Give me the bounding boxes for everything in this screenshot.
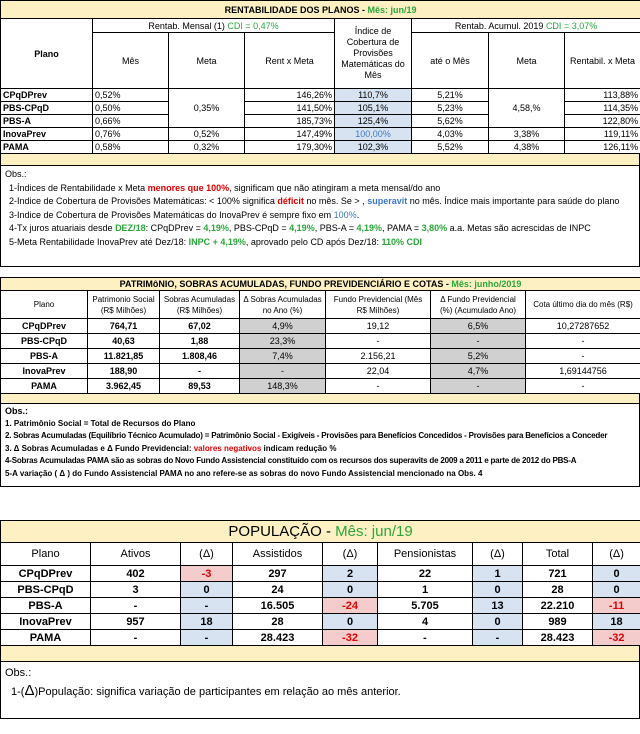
- cell-meta2: 3,38%: [489, 128, 565, 141]
- cell-delta-ativos: -: [181, 630, 233, 646]
- obs-note-2: 2. Sobras Acumuladas (Equilíbrio Técnico Acumulado) = Patrimônio Social - Exigíveis - Provisões para Benefícios Concedidos - Provisões para Benefícios a Conceder: [5, 431, 608, 440]
- table-row: [1, 598, 640, 614]
- title-text: RENTABILIDADE DOS PLANOS -: [224, 4, 368, 15]
- header-ativos: Ativos: [91, 543, 181, 566]
- cell-plano: PBS-A: [1, 349, 88, 364]
- cell-pensionistas: 22: [378, 566, 473, 582]
- cell-plano: CPqDPrev: [1, 89, 93, 102]
- cell-rent-meta: 179,30%: [245, 141, 335, 154]
- cell-assistidos: 28: [233, 614, 323, 630]
- table-row: [1, 319, 640, 334]
- table-row: [1, 379, 640, 394]
- cell-delta-ativos: -: [181, 598, 233, 614]
- obs-title: Obs.:: [5, 667, 32, 679]
- cell-indice: 102,3%: [335, 141, 412, 154]
- header-delta-fundo: Δ Fundo Previdencial (%) (Acumulado Ano): [431, 291, 526, 319]
- cell-delta-pensionistas: 1: [473, 566, 523, 582]
- cell-ate-mes: 5,62%: [412, 115, 489, 128]
- cell-ativos: 402: [91, 566, 181, 582]
- header-rentabil-meta: Rentabil. x Meta: [565, 33, 640, 89]
- table-row: [1, 141, 640, 154]
- header-rentab-mensal: [93, 19, 335, 33]
- note-text: no mês. Índice mais importante para saúde do plano: [407, 196, 620, 206]
- obs-note-1: 1. Patrimônio Social = Total de Recursos do Plano: [5, 418, 196, 428]
- note-text: .: [356, 209, 360, 220]
- obs-note-2: [5, 195, 635, 209]
- note-highlight: déficit: [277, 196, 304, 206]
- obs-note-5: 5-A variação ( Δ ) do Fundo Assistencial PAMA no ano refere-se as sobras do novo Fundo Assistencial mencionado na Obs. 4: [5, 468, 483, 478]
- cell-ativos: 957: [91, 614, 181, 630]
- cell-plano: PBS-A: [1, 115, 93, 128]
- cell-assistidos: 24: [233, 582, 323, 598]
- header-plano: Plano: [1, 543, 91, 566]
- title-month: Mês: jun/19: [367, 4, 417, 15]
- note-text: , PBS-A =: [314, 223, 357, 233]
- cell-total: 22.210: [523, 598, 593, 614]
- cell-pensionistas: 5.705: [378, 598, 473, 614]
- title-month: Mês: jun/19: [335, 523, 413, 540]
- cell-plano: PBS-A: [1, 598, 91, 614]
- cell-delta-total: 0: [593, 582, 640, 598]
- cell-cota: 1,69144756: [526, 364, 640, 379]
- cell-total: 28: [523, 582, 593, 598]
- cell-delta-fundo: 6,5%: [431, 319, 526, 334]
- cell-meta: 0,52%: [169, 128, 245, 141]
- note-text: 2-Indice de Cobertura de Provisões Matemáticas: < 100% significa: [9, 196, 278, 206]
- table-row: [1, 364, 640, 379]
- note-text: indicam redução %: [261, 443, 337, 453]
- cell-total: 721: [523, 566, 593, 582]
- cell-patrimonio: 3.962,45: [88, 379, 160, 394]
- header-mes: Mês: [93, 33, 169, 89]
- header-rent-meta: Rent x Meta: [245, 33, 335, 89]
- header-indice-label: Índice de Cobertura de Provisões Matemáticas do Mês: [341, 26, 405, 80]
- header-delta-sobras: Δ Sobras Acumuladas no Ano (%): [240, 291, 326, 319]
- table-row: [1, 630, 640, 646]
- cell-mes: 0,52%: [93, 89, 169, 102]
- obs-title: Obs.:: [5, 169, 27, 179]
- patrimonio-section: [0, 277, 640, 487]
- obs-note-5: [5, 236, 635, 250]
- note-highlight: 4,19%: [289, 223, 315, 233]
- populacao-obs: [0, 662, 640, 719]
- cell-plano: PAMA: [1, 630, 91, 646]
- header-meta2: Meta: [489, 33, 565, 89]
- cell-fundo: 2.156,21: [326, 349, 431, 364]
- header-assistidos: Assistidos: [233, 543, 323, 566]
- cell-cota: -: [526, 379, 640, 394]
- separator-bar: [0, 394, 640, 404]
- cell-rentabil: 114,35%: [565, 102, 640, 115]
- cell-mes: 0,58%: [93, 141, 169, 154]
- table-row: [1, 334, 640, 349]
- note-text: )População: significa variação de participantes em relação ao mês anterior.: [34, 686, 401, 698]
- note-text: 4-Tx juros atuariais desde: [9, 223, 116, 233]
- cell-pensionistas: -: [378, 630, 473, 646]
- cell-delta-sobras: 148,3%: [240, 379, 326, 394]
- header-rentab-mensal-label: Rentab. Mensal (1): [148, 20, 228, 31]
- cell-pensionistas: 1: [378, 582, 473, 598]
- cell-plano: InovaPrev: [1, 364, 88, 379]
- note-highlight: 110% CDI: [381, 236, 423, 247]
- cell-delta-fundo: 5,2%: [431, 349, 526, 364]
- cell-total: 989: [523, 614, 593, 630]
- cell-plano: PAMA: [1, 141, 93, 154]
- note-text: 3-Indice de Cobertura de Provisões Matemáticas do InovaPrev é sempre fixo em: [9, 209, 334, 220]
- header-pensionistas: Pensionistas: [378, 543, 473, 566]
- cell-meta2-shared: 4,58,%: [489, 89, 565, 128]
- populacao-title: [1, 521, 640, 543]
- cell-sobras: 89,53: [160, 379, 240, 394]
- cell-sobras: 1.808,46: [160, 349, 240, 364]
- header-sobras: Sobras Acumuladas (R$ Milhões): [160, 291, 240, 319]
- cell-ate-mes: 4,03%: [412, 128, 489, 141]
- header-delta: (Δ): [181, 543, 233, 566]
- cell-cota: -: [526, 349, 640, 364]
- note-text: no mês. Se > ,: [303, 196, 368, 206]
- cell-delta-sobras: 4,9%: [240, 319, 326, 334]
- cell-ativos: -: [91, 598, 181, 614]
- separator-bar: [0, 646, 640, 662]
- header-indice-cobertura: [335, 19, 412, 89]
- populacao-section: [0, 520, 640, 719]
- cell-delta-fundo: -: [431, 334, 526, 349]
- cell-delta-ativos: 18: [181, 614, 233, 630]
- table-row: [1, 566, 640, 582]
- cell-meta2: 4,38%: [489, 141, 565, 154]
- cell-ate-mes: 5,52%: [412, 141, 489, 154]
- cell-rent-meta: 185,73%: [245, 115, 335, 128]
- cell-delta-ativos: 0: [181, 582, 233, 598]
- rentabilidade-table: [0, 0, 640, 154]
- obs-note-1: [5, 682, 635, 701]
- note-highlight: menores que 100%: [147, 182, 230, 193]
- cell-indice: 125,4%: [335, 115, 412, 128]
- cell-sobras: 67,02: [160, 319, 240, 334]
- cell-delta-total: -32: [593, 630, 640, 646]
- cell-meta-shared: 0,35%: [169, 89, 245, 128]
- cell-delta-sobras: 23,3%: [240, 334, 326, 349]
- cell-plano: PAMA: [1, 379, 88, 394]
- table-row: [1, 128, 640, 141]
- rentabilidade-title: [1, 1, 640, 19]
- cell-ativos: 3: [91, 582, 181, 598]
- cell-patrimonio: 11.821,85: [88, 349, 160, 364]
- note-text: 3. Δ Sobras Acumuladas e Δ Fundo Previdencial:: [5, 443, 194, 453]
- cell-delta-fundo: -: [431, 379, 526, 394]
- delta-symbol: Δ: [24, 682, 35, 699]
- header-delta: (Δ): [473, 543, 523, 566]
- header-cdi-mensal: CDI = 0,47%: [227, 20, 279, 31]
- cell-patrimonio: 40,63: [88, 334, 160, 349]
- cell-fundo: 22,04: [326, 364, 431, 379]
- patrimonio-obs: [0, 404, 640, 487]
- header-rentab-acum-label: Rentab. Acumul. 2019: [454, 20, 546, 31]
- cell-total: 28.423: [523, 630, 593, 646]
- obs-note-4: 4-Sobras Acumuladas PAMA são as sobras do Novo Fundo Assistencial constituído com os recursos dos superavits de 2009 a 2011 e parte de 2012 do PBS-A: [5, 456, 577, 465]
- header-patrimonio: Patrimonio Social (R$ Milhões): [88, 291, 160, 319]
- header-meta: Meta: [169, 33, 245, 89]
- cell-cota: 10,27287652: [526, 319, 640, 334]
- title-text: PATRIMôNIO, SOBRAS ACUMULADAS, FUNDO PREVIDENCIÁRIO E COTAS -: [119, 279, 452, 289]
- cell-fundo: 19,12: [326, 319, 431, 334]
- cell-rentabil: 113,88%: [565, 89, 640, 102]
- cell-pensionistas: 4: [378, 614, 473, 630]
- patrimonio-table: [0, 277, 640, 394]
- note-text: , aprovado pelo CD após Dez/18:: [245, 236, 382, 247]
- header-rentab-acum: [412, 19, 640, 33]
- note-text: 5-Meta Rentabilidade InovaPrev até Dez/18:: [9, 236, 189, 247]
- header-ate-mes: até o Mês: [412, 33, 489, 89]
- header-cota: Cota último dia do mês (R$): [526, 291, 640, 319]
- populacao-table: [0, 520, 640, 646]
- header-total: Total: [523, 543, 593, 566]
- cell-plano: InovaPrev: [1, 128, 93, 141]
- cell-meta: 0,32%: [169, 141, 245, 154]
- cell-ate-mes: 5,21%: [412, 89, 489, 102]
- note-highlight: superavit: [367, 196, 408, 206]
- header-fundo: Fundo Previdencial (Mês R$ Milhões): [326, 291, 431, 319]
- cell-assistidos: 16.505: [233, 598, 323, 614]
- table-row: [1, 582, 640, 598]
- cell-plano: InovaPrev: [1, 614, 91, 630]
- title-text: POPULAÇÃO -: [228, 523, 336, 540]
- obs-note-3: [5, 443, 635, 456]
- cell-delta-total: 18: [593, 614, 640, 630]
- header-plano: Plano: [1, 19, 93, 89]
- note-text: : CPqDPrev =: [145, 223, 204, 233]
- cell-plano: PBS-CPqD: [1, 582, 91, 598]
- note-text: , significam que não atingiram a meta mensal/do ano: [229, 182, 441, 193]
- cell-delta-pensionistas: 0: [473, 582, 523, 598]
- cell-indice: 105,1%: [335, 102, 412, 115]
- note-text: a.a. Metas são acrescidas de INPC: [447, 223, 591, 233]
- note-text: , PAMA =: [382, 223, 422, 233]
- cell-assistidos: 28.423: [233, 630, 323, 646]
- cell-sobras: -: [160, 364, 240, 379]
- cell-fundo: -: [326, 379, 431, 394]
- cell-mes: 0,76%: [93, 128, 169, 141]
- obs-title: Obs.:: [5, 406, 29, 416]
- header-delta: (Δ): [323, 543, 378, 566]
- separator-bar: [0, 154, 640, 166]
- cell-delta-pensionistas: 13: [473, 598, 523, 614]
- table-row: [1, 349, 640, 364]
- cell-delta-assistidos: -32: [323, 630, 378, 646]
- header-cdi-acum: CDI = 3,07%: [545, 20, 598, 31]
- cell-rent-meta: 146,26%: [245, 89, 335, 102]
- cell-plano: CPqDPrev: [1, 566, 91, 582]
- cell-cota: -: [526, 334, 640, 349]
- header-plano: Plano: [1, 291, 88, 319]
- cell-patrimonio: 764,71: [88, 319, 160, 334]
- patrimonio-title: [1, 278, 640, 291]
- cell-rent-meta: 147,49%: [245, 128, 335, 141]
- note-text: 1-Índices de Rentabilidade x Meta: [9, 182, 148, 193]
- cell-delta-fundo: 4,7%: [431, 364, 526, 379]
- cell-delta-pensionistas: 0: [473, 614, 523, 630]
- cell-delta-assistidos: 2: [323, 566, 378, 582]
- cell-ate-mes: 5,23%: [412, 102, 489, 115]
- cell-plano: CPqDPrev: [1, 319, 88, 334]
- obs-note-3: [5, 209, 635, 223]
- cell-rentabil: 122,80%: [565, 115, 640, 128]
- cell-rent-meta: 141,50%: [245, 102, 335, 115]
- cell-mes: 0,66%: [93, 115, 169, 128]
- cell-rentabil: 119,11%: [565, 128, 640, 141]
- note-highlight: 4,19%: [356, 223, 383, 233]
- cell-ativos: -: [91, 630, 181, 646]
- note-highlight: DEZ/18: [115, 223, 146, 233]
- cell-plano: PBS-CPqD: [1, 102, 93, 115]
- obs-note-1: [5, 182, 635, 196]
- cell-delta-assistidos: 0: [323, 582, 378, 598]
- obs-note-4: [5, 222, 635, 236]
- cell-delta-sobras: 7,4%: [240, 349, 326, 364]
- cell-delta-ativos: -3: [181, 566, 233, 582]
- note-highlight: 4,19%: [203, 223, 229, 233]
- rentabilidade-section: [0, 0, 640, 267]
- note-highlight: INPC + 4,19%: [188, 236, 246, 247]
- note-text: , PBS-CPqD =: [228, 223, 290, 233]
- cell-fundo: -: [326, 334, 431, 349]
- cell-delta-assistidos: -24: [323, 598, 378, 614]
- note-text: 1-(: [11, 686, 25, 698]
- cell-delta-sobras: -: [240, 364, 326, 379]
- cell-delta-assistidos: 0: [323, 614, 378, 630]
- title-month: Mês: junho/2019: [451, 279, 522, 289]
- cell-delta-total: 0: [593, 566, 640, 582]
- note-highlight: valores negativos: [193, 443, 262, 453]
- table-row: [1, 614, 640, 630]
- cell-patrimonio: 188,90: [88, 364, 160, 379]
- cell-assistidos: 297: [233, 566, 323, 582]
- cell-rentabil: 126,11%: [565, 141, 640, 154]
- rentabilidade-obs: [0, 166, 640, 267]
- cell-mes: 0,50%: [93, 102, 169, 115]
- cell-delta-total: -11: [593, 598, 640, 614]
- header-delta: (Δ): [593, 543, 640, 566]
- cell-plano: PBS-CPqD: [1, 334, 88, 349]
- note-highlight: 3,80%: [421, 223, 448, 233]
- table-row: [1, 89, 640, 102]
- note-highlight: 100%: [333, 209, 357, 220]
- cell-sobras: 1,88: [160, 334, 240, 349]
- cell-indice: 100,00%: [335, 128, 412, 141]
- cell-delta-pensionistas: -: [473, 630, 523, 646]
- cell-indice: 110,7%: [335, 89, 412, 102]
